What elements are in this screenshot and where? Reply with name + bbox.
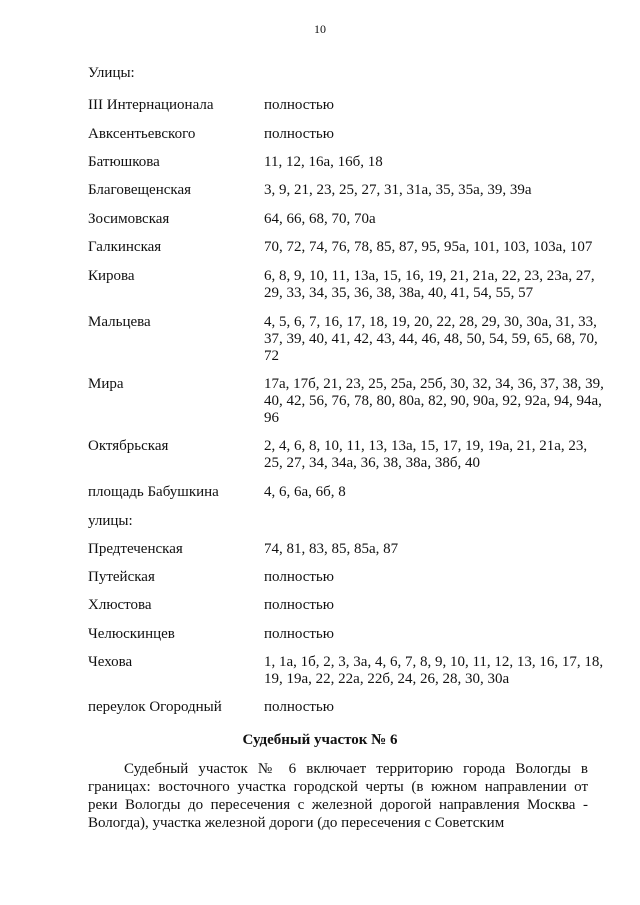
street-name: Зосимовская bbox=[88, 211, 170, 227]
house-numbers: полностью bbox=[264, 597, 334, 613]
street-name: Батюшкова bbox=[88, 154, 160, 170]
section-title: Судебный участок № 6 bbox=[242, 732, 398, 748]
street-name: Авксентьевского bbox=[88, 126, 196, 142]
street-name: Мира bbox=[88, 376, 124, 392]
street-name: Хлюстова bbox=[88, 597, 152, 613]
house-numbers: полностью bbox=[264, 569, 334, 585]
house-numbers: полностью bbox=[264, 126, 334, 142]
street-name: переулок Огородный bbox=[88, 699, 222, 715]
street-name: Кирова bbox=[88, 268, 135, 284]
street-name: Благовещенская bbox=[88, 182, 192, 198]
street-name: Мальцева bbox=[88, 314, 151, 330]
street-name: III Интернационала bbox=[88, 97, 214, 113]
streets-subheading-text: улицы: bbox=[88, 513, 133, 529]
street-name: Галкинская bbox=[88, 239, 162, 255]
house-numbers: полностью bbox=[264, 626, 334, 642]
house-numbers: 4, 5, 6, 7, 16, 17, 18, 19, 20, 22, 28, 29, 30, 30а, 31, 33, 37, 39, 40, 41, 42, 43, 44, 46, 48, 50, 54, 59, 65, 68, 70, 72 bbox=[264, 314, 598, 364]
house-numbers: 4, 6, 6а, 6б, 8 bbox=[264, 484, 346, 500]
street-name: площадь Бабушкина bbox=[88, 484, 219, 500]
street-name: Челюскинцев bbox=[88, 626, 175, 642]
house-numbers: 3, 9, 21, 23, 25, 27, 31, 31а, 35, 35а, 39, 39а bbox=[264, 182, 532, 198]
page-number: 10 bbox=[314, 22, 326, 36]
house-numbers: 74, 81, 83, 85, 85а, 87 bbox=[264, 541, 399, 557]
house-numbers: 11, 12, 16а, 16б, 18 bbox=[264, 154, 383, 170]
streets-heading: Улицы: bbox=[88, 65, 135, 81]
house-numbers: полностью bbox=[264, 97, 334, 113]
street-name: Октябрьская bbox=[88, 438, 169, 454]
house-numbers: 70, 72, 74, 76, 78, 85, 87, 95, 95а, 101, 103, 103а, 107 bbox=[264, 239, 593, 255]
house-numbers: 6, 8, 9, 10, 11, 13а, 15, 16, 19, 21, 21а, 22, 23, 23а, 27, 29, 33, 34, 35, 36, 38, 38а, 40, 41, 54, 55, 57 bbox=[264, 268, 595, 301]
body-paragraph: Судебный участок № 6 включает территорию города Вологды в границах: восточного участка городской черты (в южном направлении от реки Вологды до пересечения с железной дорогой направления Москва - Вологда), участка железной дороги (до пересечения с Советским bbox=[88, 761, 588, 831]
house-numbers: 1, 1а, 1б, 2, 3, 3а, 4, 6, 7, 8, 9, 10, 11, 12, 13, 16, 17, 18, 19, 19а, 22, 22а, 22б, 24, 26, 28, 30, 30а bbox=[264, 654, 604, 687]
street-name: Чехова bbox=[88, 654, 133, 670]
house-numbers: 64, 66, 68, 70, 70а bbox=[264, 211, 376, 227]
street-name: Путейская bbox=[88, 569, 155, 585]
house-numbers: 17а, 17б, 21, 23, 25, 25а, 25б, 30, 32, 34, 36, 37, 38, 39, 40, 42, 56, 76, 78, 80, 80а, 82, 90, 90а, 92, 92а, 94, 94а, 96 bbox=[264, 376, 604, 426]
street-name: Предтеченская bbox=[88, 541, 183, 557]
house-numbers: полностью bbox=[264, 699, 334, 715]
house-numbers: 2, 4, 6, 8, 10, 11, 13, 13а, 15, 17, 19, 19а, 21, 21а, 23, 25, 27, 34, 34а, 36, 38, 38а, 38б, 40 bbox=[264, 438, 588, 471]
